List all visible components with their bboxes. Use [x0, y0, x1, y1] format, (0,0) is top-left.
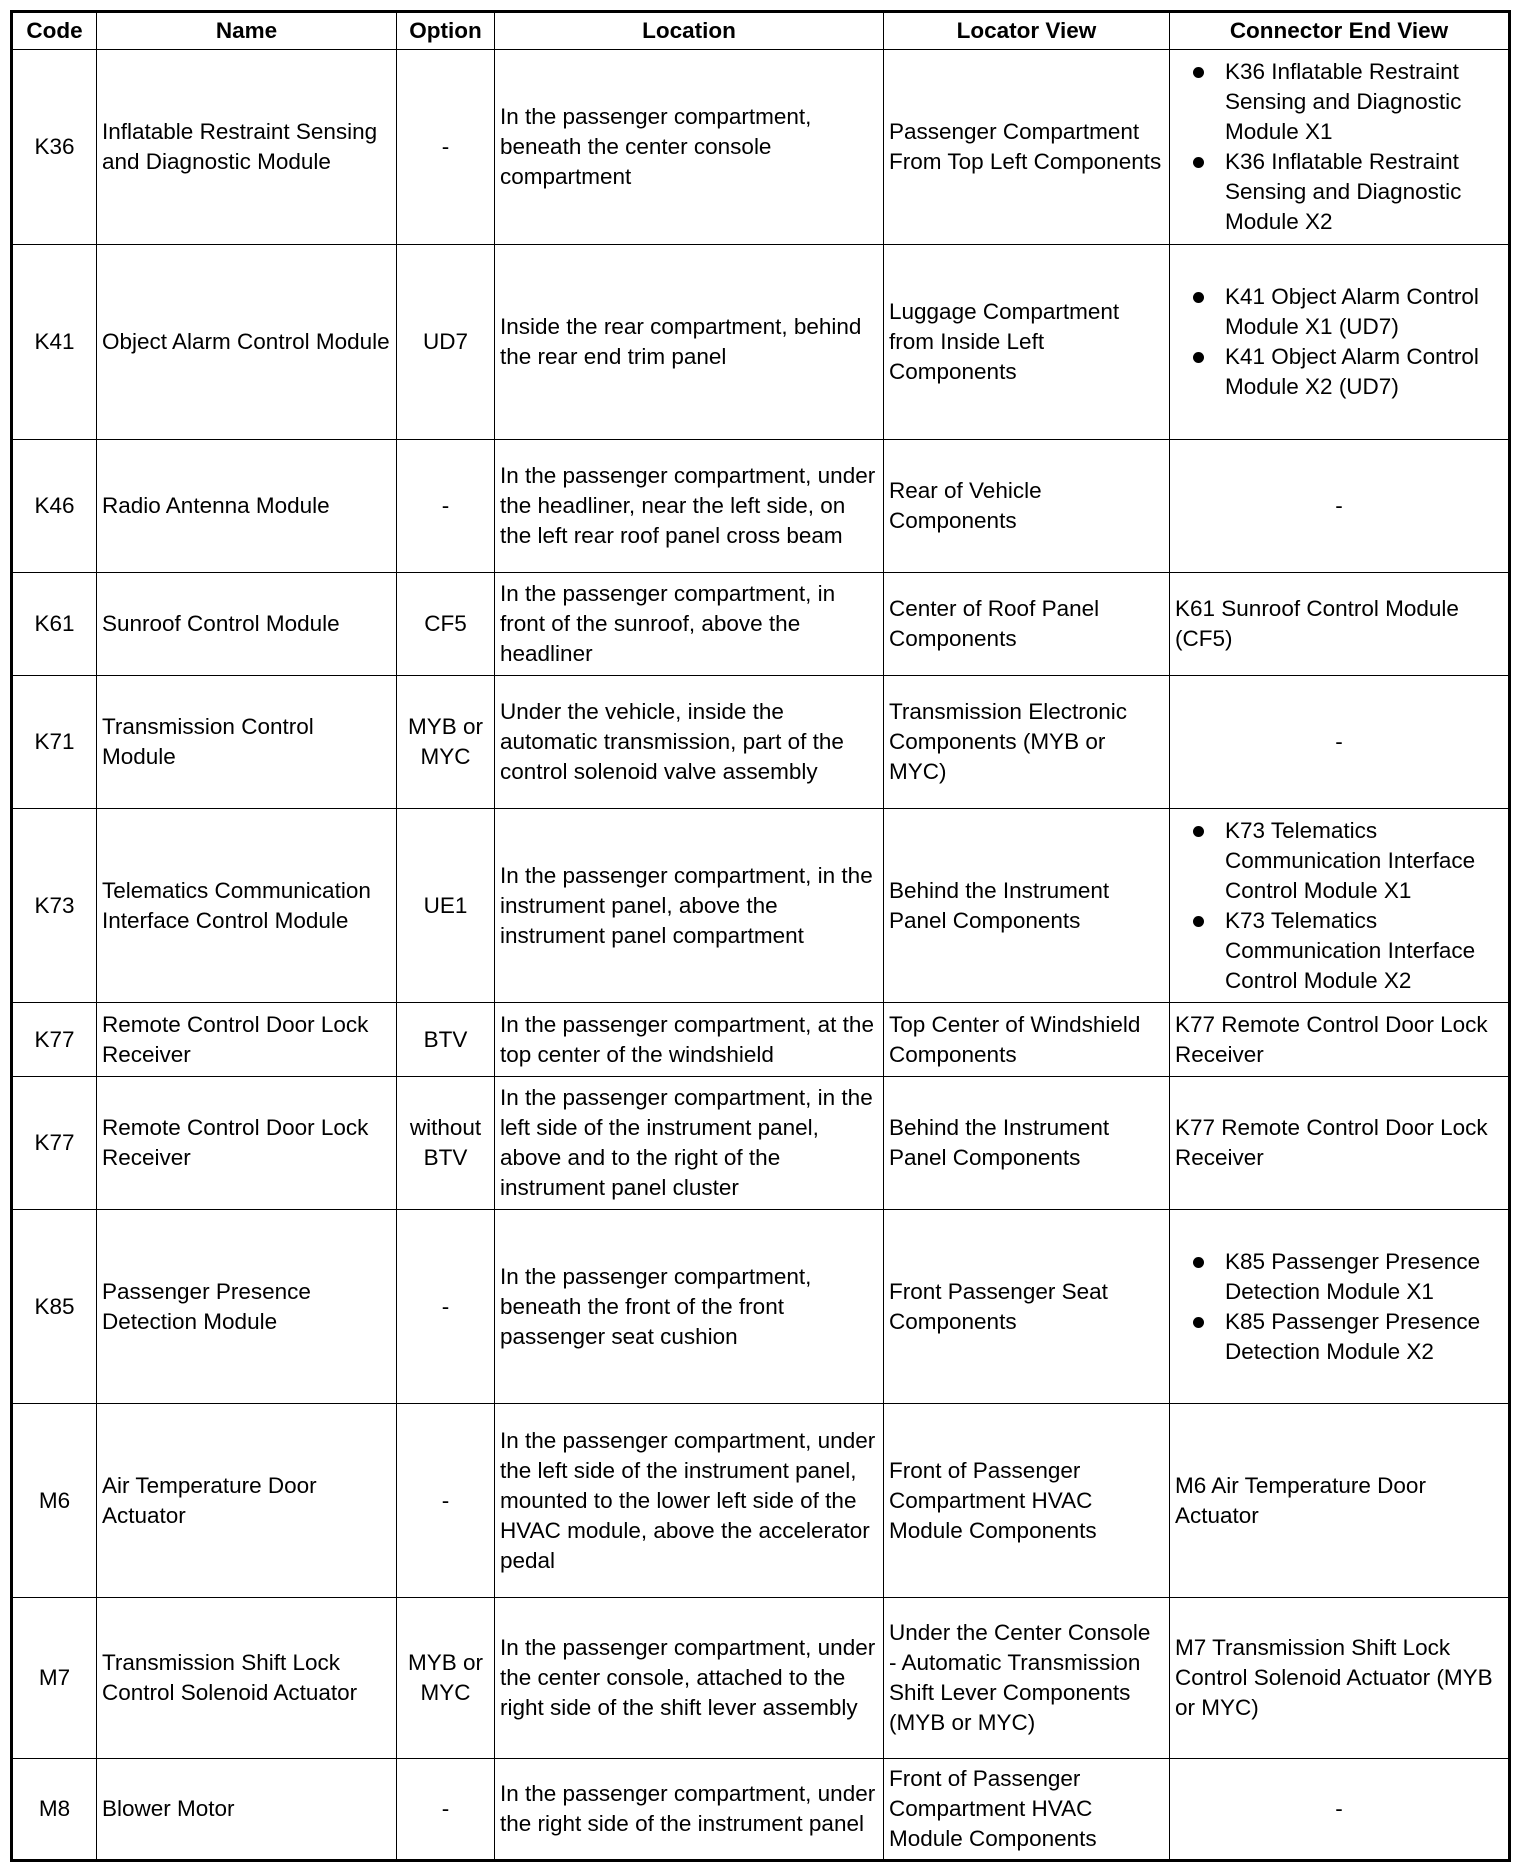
- cell-locator-view: Top Center of Windshield Components: [884, 1003, 1170, 1077]
- cell-option: -: [397, 440, 495, 573]
- cell-location: In the passenger compartment, beneath the center console compartment: [495, 50, 884, 245]
- cell-name: Transmission Control Module: [97, 676, 397, 809]
- cell-name: Object Alarm Control Module: [97, 245, 397, 440]
- connector-list-item: K85 Passenger Presence Detection Module X2: [1225, 1307, 1503, 1367]
- cell-location: Under the vehicle, inside the automatic transmission, part of the control solenoid valve assembly: [495, 676, 884, 809]
- connector-list-item: K41 Object Alarm Control Module X1 (UD7): [1225, 282, 1503, 342]
- cell-option: BTV: [397, 1003, 495, 1077]
- connector-list-item: K36 Inflatable Restraint Sensing and Diagnostic Module X2: [1225, 147, 1503, 237]
- table-body: [12, 50, 1510, 1861]
- cell-connector-end-view: K61 Sunroof Control Module (CF5): [1170, 573, 1510, 676]
- cell-connector-end-view: [1170, 1210, 1510, 1404]
- cell-code: M6: [12, 1404, 97, 1598]
- cell-locator-view: Under the Center Console - Automatic Transmission Shift Lever Components (MYB or MYC): [884, 1598, 1170, 1759]
- cell-location: In the passenger compartment, under the center console, attached to the right side of the shift lever assembly: [495, 1598, 884, 1759]
- connector-list-item: K73 Telematics Communication Interface Control Module X2: [1225, 906, 1503, 996]
- cell-locator-view: Front Passenger Seat Components: [884, 1210, 1170, 1404]
- cell-location: In the passenger compartment, under the right side of the instrument panel: [495, 1759, 884, 1861]
- cell-option: without BTV: [397, 1077, 495, 1210]
- header-code: Code: [12, 12, 97, 50]
- cell-name: Air Temperature Door Actuator: [97, 1404, 397, 1598]
- cell-option: UD7: [397, 245, 495, 440]
- cell-connector-end-view: K77 Remote Control Door Lock Receiver: [1170, 1077, 1510, 1210]
- table-row: [12, 1210, 1510, 1404]
- cell-location: Inside the rear compartment, behind the rear end trim panel: [495, 245, 884, 440]
- cell-code: K61: [12, 573, 97, 676]
- table-row: [12, 440, 1510, 573]
- cell-name: Remote Control Door Lock Receiver: [97, 1077, 397, 1210]
- cell-name: Inflatable Restraint Sensing and Diagnostic Module: [97, 50, 397, 245]
- cell-locator-view: Front of Passenger Compartment HVAC Module Components: [884, 1759, 1170, 1861]
- cell-locator-view: Behind the Instrument Panel Components: [884, 809, 1170, 1003]
- cell-code: M8: [12, 1759, 97, 1861]
- cell-option: CF5: [397, 573, 495, 676]
- cell-connector-end-view: [1170, 809, 1510, 1003]
- connector-list-item: K36 Inflatable Restraint Sensing and Diagnostic Module X1: [1225, 57, 1503, 147]
- cell-locator-view: Behind the Instrument Panel Components: [884, 1077, 1170, 1210]
- cell-location: In the passenger compartment, in the left side of the instrument panel, above and to the right of the instrument panel cluster: [495, 1077, 884, 1210]
- cell-locator-view: Rear of Vehicle Components: [884, 440, 1170, 573]
- cell-name: Sunroof Control Module: [97, 573, 397, 676]
- cell-option: MYB or MYC: [397, 676, 495, 809]
- cell-name: Transmission Shift Lock Control Solenoid Actuator: [97, 1598, 397, 1759]
- cell-connector-end-view: [1170, 50, 1510, 245]
- cell-code: K36: [12, 50, 97, 245]
- connector-list-item: K73 Telematics Communication Interface Control Module X1: [1225, 816, 1503, 906]
- cell-name: Remote Control Door Lock Receiver: [97, 1003, 397, 1077]
- cell-location: In the passenger compartment, in the instrument panel, above the instrument panel compartment: [495, 809, 884, 1003]
- table-row: [12, 1404, 1510, 1598]
- header-locator-view: Locator View: [884, 12, 1170, 50]
- cell-location: In the passenger compartment, under the headliner, near the left side, on the left rear roof panel cross beam: [495, 440, 884, 573]
- cell-code: K77: [12, 1003, 97, 1077]
- cell-connector-end-view: -: [1170, 676, 1510, 809]
- cell-code: K46: [12, 440, 97, 573]
- cell-option: -: [397, 1404, 495, 1598]
- cell-name: Radio Antenna Module: [97, 440, 397, 573]
- cell-name: Telematics Communication Interface Control Module: [97, 809, 397, 1003]
- cell-option: MYB or MYC: [397, 1598, 495, 1759]
- cell-location: In the passenger compartment, under the left side of the instrument panel, mounted to the lower left side of the HVAC module, above the accelerator pedal: [495, 1404, 884, 1598]
- cell-location: In the passenger compartment, at the top center of the windshield: [495, 1003, 884, 1077]
- cell-code: K71: [12, 676, 97, 809]
- cell-locator-view: Transmission Electronic Components (MYB or MYC): [884, 676, 1170, 809]
- cell-location: In the passenger compartment, beneath the front of the front passenger seat cushion: [495, 1210, 884, 1404]
- table-row: [12, 245, 1510, 440]
- connector-list: [1175, 1247, 1503, 1367]
- table-row: [12, 1003, 1510, 1077]
- cell-locator-view: Center of Roof Panel Components: [884, 573, 1170, 676]
- connector-list-item: K41 Object Alarm Control Module X2 (UD7): [1225, 342, 1503, 402]
- cell-code: K73: [12, 809, 97, 1003]
- cell-code: M7: [12, 1598, 97, 1759]
- header-row: [12, 12, 1510, 50]
- connector-list-item: K85 Passenger Presence Detection Module X1: [1225, 1247, 1503, 1307]
- cell-option: -: [397, 1759, 495, 1861]
- table-row: [12, 573, 1510, 676]
- cell-code: K41: [12, 245, 97, 440]
- cell-connector-end-view: -: [1170, 440, 1510, 573]
- header-connector-end-view: Connector End View: [1170, 12, 1510, 50]
- header-option: Option: [397, 12, 495, 50]
- cell-code: K77: [12, 1077, 97, 1210]
- connector-list: [1175, 816, 1503, 996]
- cell-option: -: [397, 1210, 495, 1404]
- cell-connector-end-view: K77 Remote Control Door Lock Receiver: [1170, 1003, 1510, 1077]
- table-row: [12, 676, 1510, 809]
- cell-connector-end-view: [1170, 245, 1510, 440]
- table-row: [12, 1077, 1510, 1210]
- table-row: [12, 1759, 1510, 1861]
- cell-connector-end-view: M7 Transmission Shift Lock Control Solenoid Actuator (MYB or MYC): [1170, 1598, 1510, 1759]
- cell-name: Blower Motor: [97, 1759, 397, 1861]
- cell-option: UE1: [397, 809, 495, 1003]
- table-row: [12, 1598, 1510, 1759]
- table-row: [12, 809, 1510, 1003]
- cell-option: -: [397, 50, 495, 245]
- cell-code: K85: [12, 1210, 97, 1404]
- connector-list: [1175, 57, 1503, 237]
- component-locator-table: [10, 10, 1511, 1862]
- connector-list: [1175, 282, 1503, 402]
- cell-locator-view: Front of Passenger Compartment HVAC Module Components: [884, 1404, 1170, 1598]
- table-row: [12, 50, 1510, 245]
- cell-locator-view: Luggage Compartment from Inside Left Components: [884, 245, 1170, 440]
- header-name: Name: [97, 12, 397, 50]
- cell-location: In the passenger compartment, in front of the sunroof, above the headliner: [495, 573, 884, 676]
- cell-name: Passenger Presence Detection Module: [97, 1210, 397, 1404]
- cell-connector-end-view: M6 Air Temperature Door Actuator: [1170, 1404, 1510, 1598]
- cell-locator-view: Passenger Compartment From Top Left Components: [884, 50, 1170, 245]
- cell-connector-end-view: -: [1170, 1759, 1510, 1861]
- header-location: Location: [495, 12, 884, 50]
